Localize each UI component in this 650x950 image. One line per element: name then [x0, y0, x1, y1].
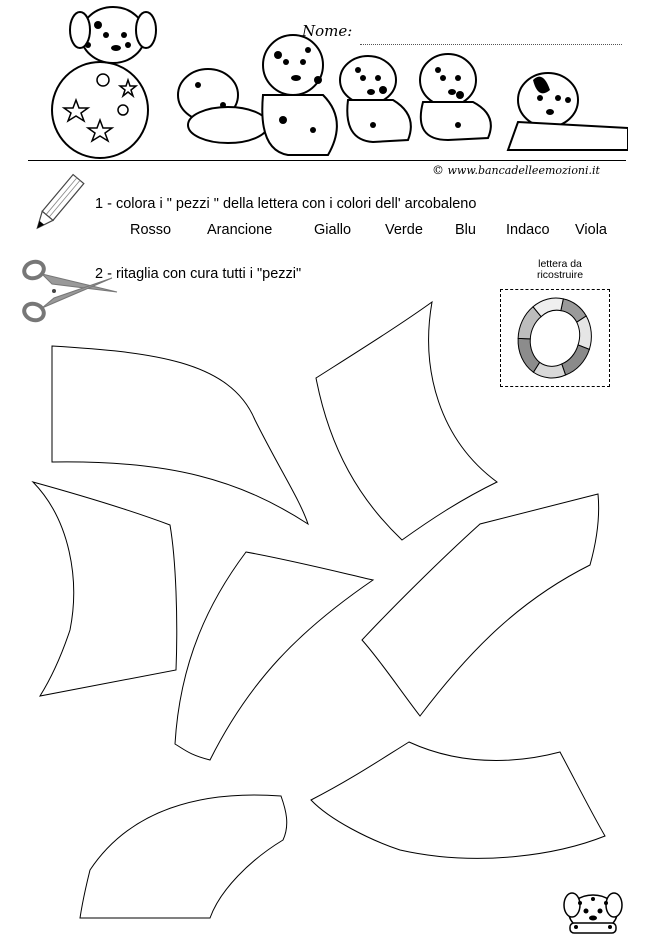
reference-label-line1: lettera da [538, 258, 582, 270]
site-url: www.bancadelleemozioni.it [447, 164, 600, 177]
piece-1[interactable] [52, 346, 308, 524]
color-name-viola: Viola [575, 222, 607, 238]
color-name-verde: Verde [385, 222, 423, 238]
piece-2[interactable] [316, 302, 497, 540]
piece-3[interactable] [33, 482, 177, 696]
step1-instruction: 1 - colora i " pezzi " della lettera con i colori dell' arcobaleno [95, 196, 477, 212]
piece-6[interactable] [311, 742, 605, 858]
copyright-symbol: © [432, 163, 444, 177]
puppy-icon [562, 883, 624, 935]
name-label: Nome: [302, 22, 353, 40]
step2-instruction: 2 - ritaglia con cura tutti i "pezzi" [95, 266, 302, 282]
color-name-giallo: Giallo [314, 222, 352, 238]
piece-5[interactable] [175, 552, 373, 760]
color-name-blu: Blu [455, 222, 476, 238]
color-name-indaco: Indaco [506, 222, 550, 238]
reference-label-line2: ricostruire [536, 269, 584, 281]
piece-7[interactable] [80, 795, 287, 918]
color-name-rosso: Rosso [130, 222, 172, 238]
color-name-arancione: Arancione [207, 222, 273, 238]
